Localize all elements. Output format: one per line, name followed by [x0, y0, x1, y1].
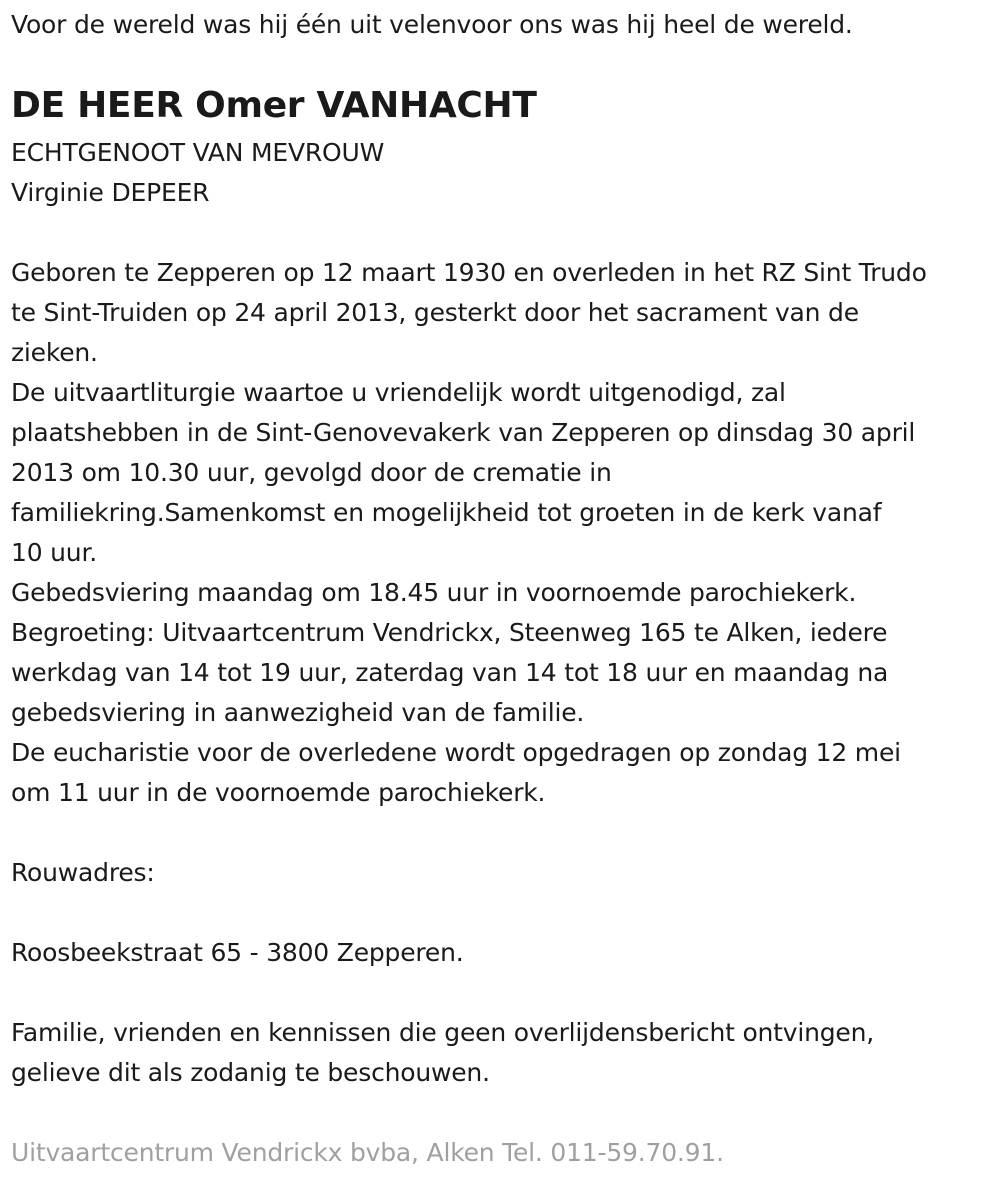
deceased-name: DE HEER Omer VANHACHT — [11, 85, 537, 126]
body-line: plaatshebben in de Sint-Genovevakerk van Zepperen op dinsdag 30 april — [11, 418, 916, 447]
funeral-home-footer: Uitvaartcentrum Vendrickx bvba, Alken Tel. 011-59.70.91. — [11, 1138, 724, 1167]
body-line: De eucharistie voor de overledene wordt opgedragen op zondag 12 mei — [11, 738, 901, 767]
body-line: om 11 uur in de voornoemde parochiekerk. — [11, 778, 546, 807]
closing-line: gelieve dit als zodanig te beschouwen. — [11, 1058, 490, 1087]
mourning-address: Roosbeekstraat 65 - 3800 Zepperen. — [11, 938, 464, 967]
body-line: Geboren te Zepperen op 12 maart 1930 en overleden in het RZ Sint Trudo — [11, 258, 927, 287]
intro-quote: Voor de wereld was hij één uit velenvoor ons was hij heel de wereld. — [11, 10, 853, 39]
body-line: gebedsviering in aanwezigheid van de familie. — [11, 698, 585, 727]
body-line: te Sint-Truiden op 24 april 2013, gesterkt door het sacrament van de — [11, 298, 859, 327]
address-label: Rouwadres: — [11, 858, 155, 887]
closing-line: Familie, vrienden en kennissen die geen overlijdensbericht ontvingen, — [11, 1018, 875, 1047]
body-line: 10 uur. — [11, 538, 97, 567]
body-line: familiekring.Samenkomst en mogelijkheid tot groeten in de kerk vanaf — [11, 498, 882, 527]
spouse-title: ECHTGENOOT VAN MEVROUW — [11, 138, 385, 167]
spouse-block — [11, 133, 384, 213]
body-line: De uitvaartliturgie waartoe u vriendelijk wordt uitgenodigd, zal — [11, 378, 786, 407]
body-line: Begroeting: Uitvaartcentrum Vendrickx, Steenweg 165 te Alken, iedere — [11, 618, 888, 647]
spouse-name: Virginie DEPEER — [11, 178, 210, 207]
body-line: Gebedsviering maandag om 18.45 uur in voornoemde parochiekerk. — [11, 578, 857, 607]
obituary-body — [11, 253, 927, 813]
closing-note — [11, 1013, 874, 1093]
body-line: zieken. — [11, 338, 98, 367]
body-line: 2013 om 10.30 uur, gevolgd door de crematie in — [11, 458, 612, 487]
body-line: werkdag van 14 tot 19 uur, zaterdag van 14 tot 18 uur en maandag na — [11, 658, 889, 687]
